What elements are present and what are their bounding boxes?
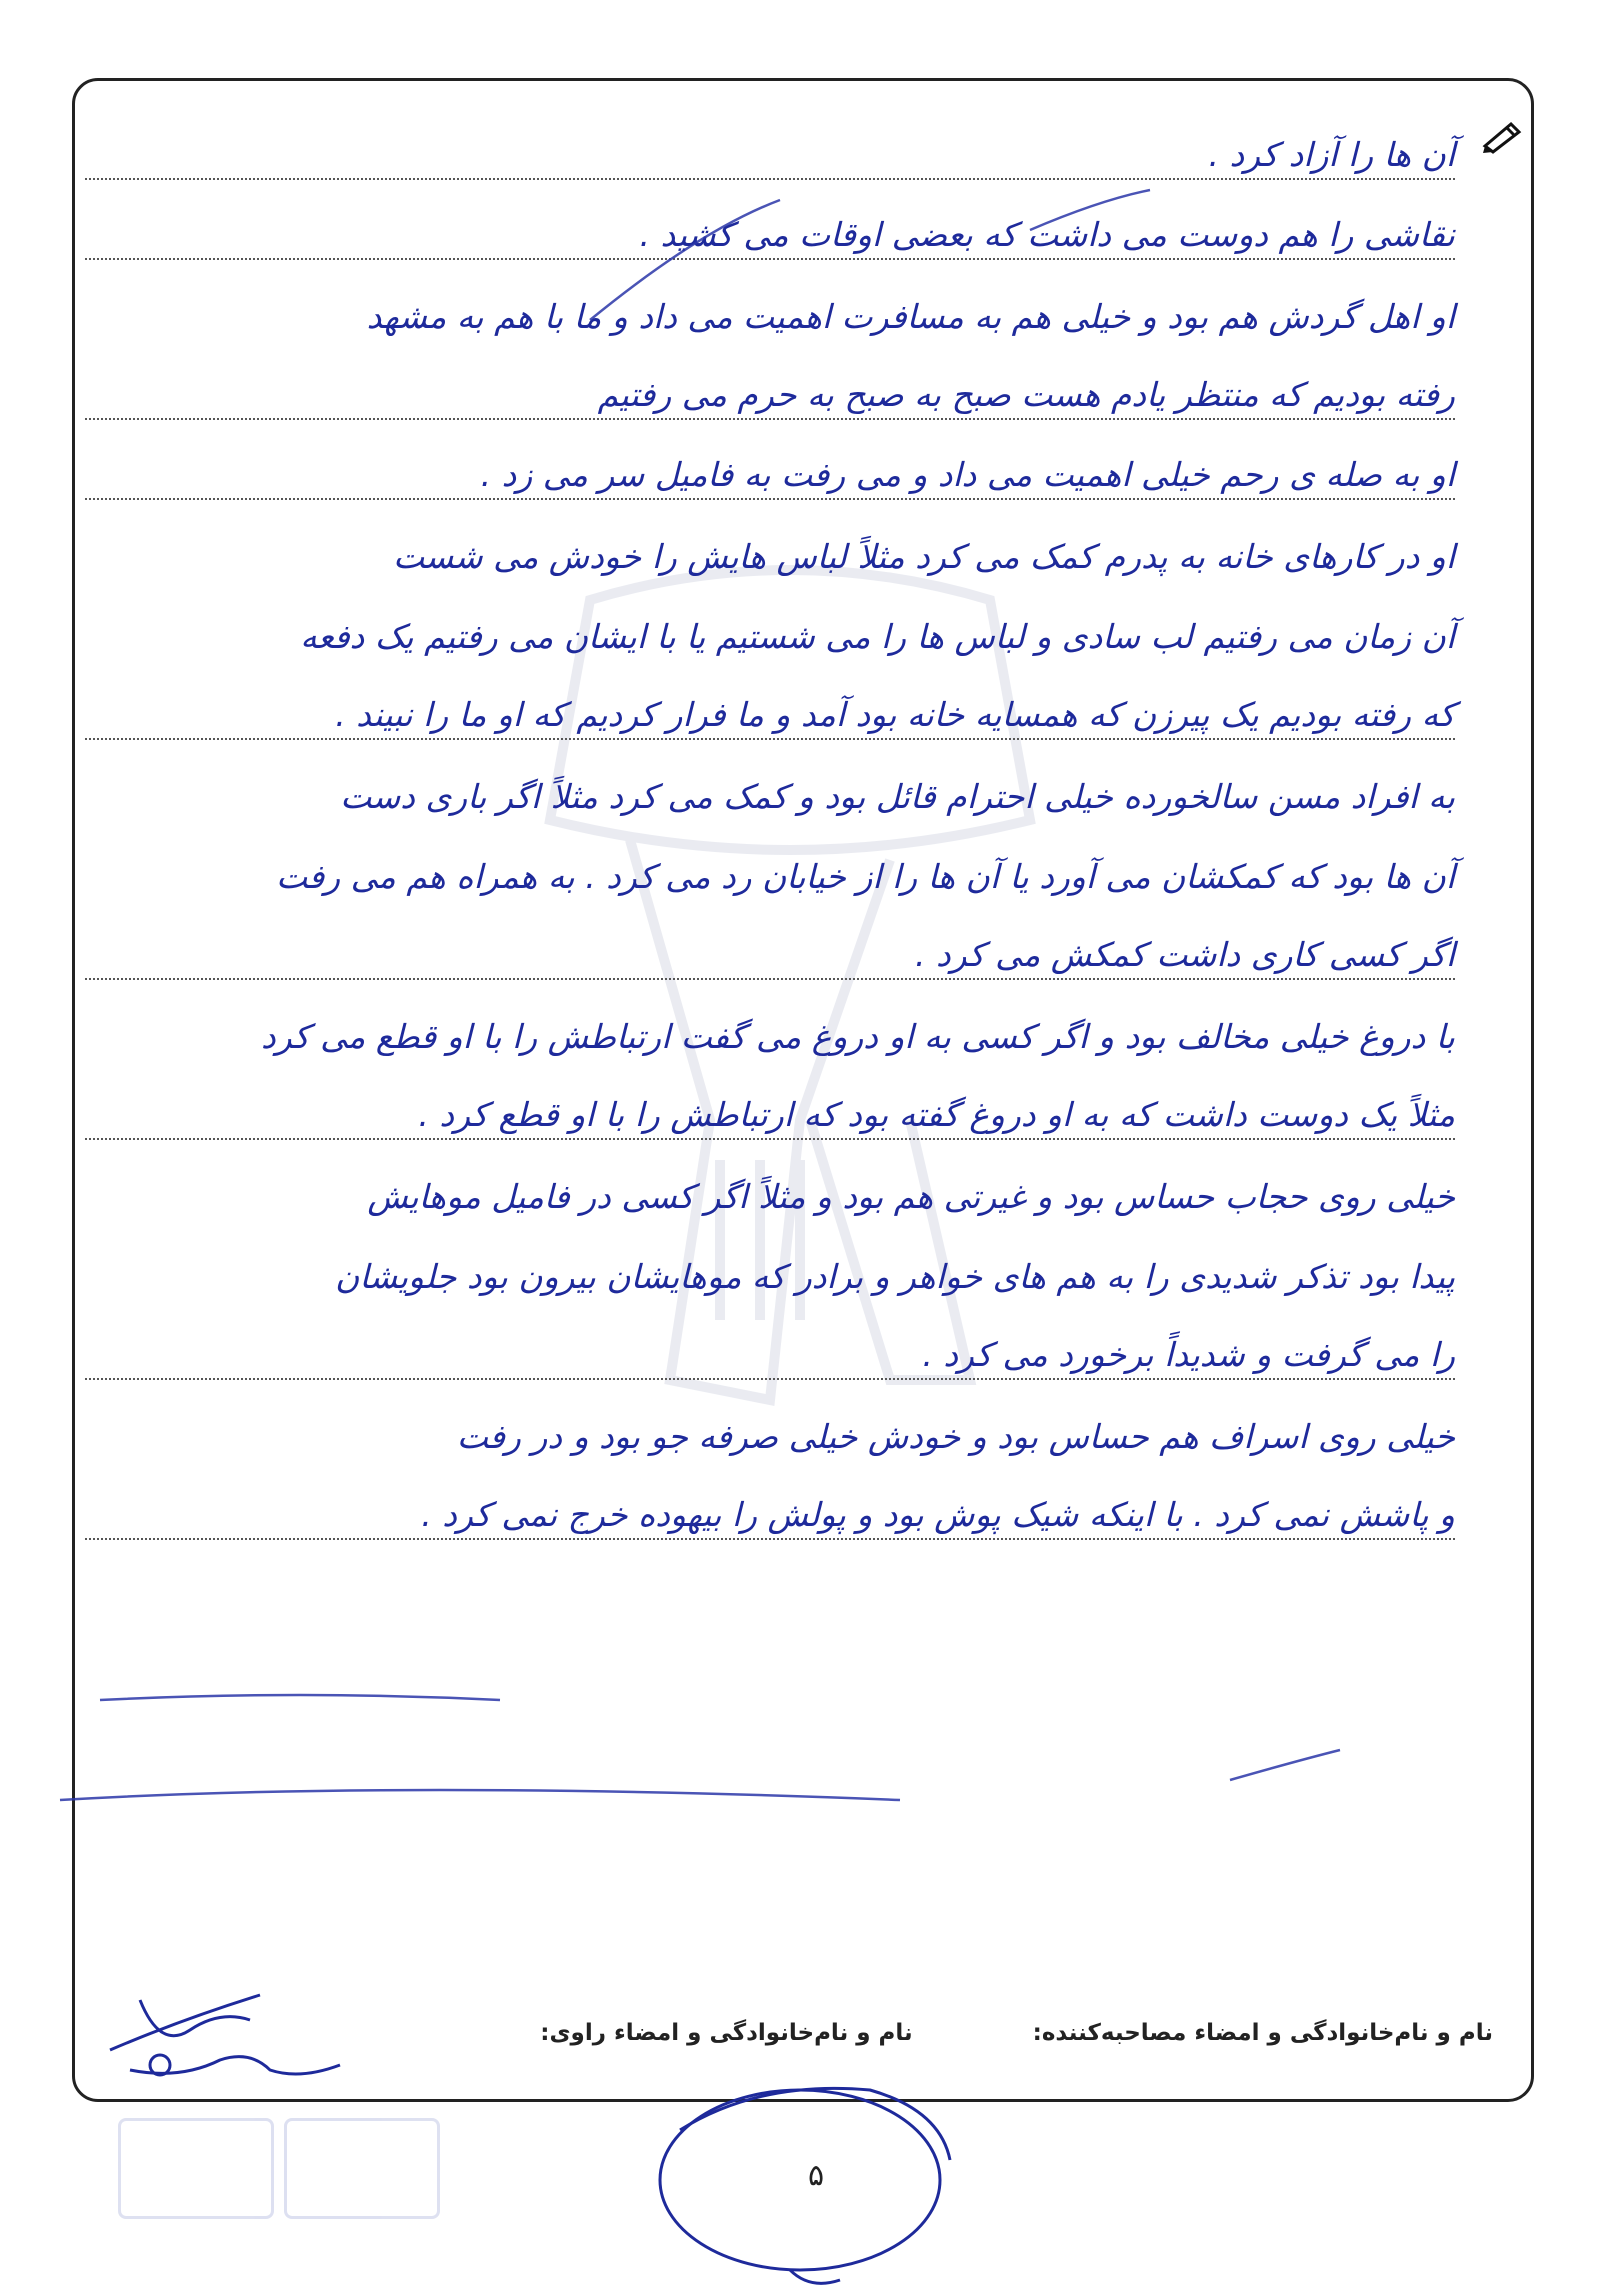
text-line: [85, 660, 1455, 740]
line-text: که رفته بودیم یک پیرزن که همسایه خانه بود آمد و ما فرار کردیم که او ما را نبیند .: [335, 695, 1455, 734]
line-text: آن ها بود که کمکشان می آورد یا آن ها را از خیابان رد می کرد . به همراه هم می رفت: [276, 857, 1455, 896]
faded-stamps: [118, 2118, 440, 2219]
text-line: [85, 100, 1455, 180]
text-line: [85, 820, 1455, 900]
line-text: آن ها را آزاد کرد .: [1208, 135, 1455, 174]
text-line: [85, 420, 1455, 500]
text-line: [85, 1140, 1455, 1220]
interviewer-signature: [640, 2070, 970, 2290]
narrator-signature-label: نام و نام‌خانوادگی و امضاء راوی:: [540, 2020, 913, 2046]
text-line: [85, 1060, 1455, 1140]
text-line: [85, 340, 1455, 420]
line-text: او اهل گردش هم بود و خیلی هم به مسافرت اهمیت می داد و ما با هم به مشهد: [366, 297, 1455, 336]
line-text: پیدا بود تذکر شدیدی را به هم های خواهر و برادر که موهایشان بیرون بود جلویشان: [335, 1257, 1455, 1296]
text-line: [85, 740, 1455, 820]
text-line: [85, 1460, 1455, 1540]
text-line: [85, 260, 1455, 340]
page-number: ۵: [808, 2158, 825, 2193]
handwritten-lines: [85, 100, 1455, 1540]
text-line: [85, 500, 1455, 580]
line-text: مثلاً یک دوست داشت که به او دروغ گفته بود که ارتباطش را با او قطع کرد .: [418, 1095, 1455, 1134]
line-text: اگر کسی کاری داشت کمکش می کرد .: [915, 935, 1455, 974]
line-text: با دروغ خیلی مخالف بود و اگر کسی به او دروغ می گفت ارتباطش را با او قطع می کرد: [261, 1017, 1455, 1056]
interviewer-signature-label: نام و نام‌خانوادگی و امضاء مصاحبه‌کننده:: [1032, 2020, 1493, 2046]
narrator-signature: [100, 1980, 360, 2090]
text-line: [85, 580, 1455, 660]
line-text: خیلی روی حجاب حساس بود و غیرتی هم بود و مثلاً اگر کسی در فامیل موهایش: [367, 1177, 1455, 1216]
text-line: [85, 980, 1455, 1060]
line-text: او به صله ی رحم خیلی اهمیت می داد و می رفت به فامیل سر می زد .: [480, 455, 1455, 494]
line-text: خیلی روی اسراف هم حساس بود و خودش خیلی صرفه جو بود و در رفت: [456, 1417, 1455, 1456]
line-text: و پاشش نمی کرد . با اینکه شیک پوش بود و پولش را بیهوده خرج نمی کرد .: [421, 1495, 1455, 1534]
line-text: نقاشی را هم دوست می داشت که بعضی اوقات می کشید .: [639, 215, 1455, 254]
line-text: به افراد مسن سالخورده خیلی احترام قائل بود و کمک می کرد مثلاً اگر باری دست: [340, 777, 1455, 816]
text-line: [85, 1300, 1455, 1380]
line-text: او در کارهای خانه به پدرم کمک می کرد مثلاً لباس هایش را خودش می شست: [393, 537, 1455, 576]
line-text: رفته بودیم که منتظر یادم هست صبح به صبح به حرم می رفتیم: [597, 375, 1455, 414]
text-line: [85, 900, 1455, 980]
signature-labels: [540, 2020, 1493, 2046]
line-text: را می گرفت و شدیداً برخورد می کرد .: [922, 1335, 1455, 1374]
pencil-icon: [1481, 120, 1523, 154]
line-text: آن زمان می رفتیم لب سادی و لباس ها را می شستیم یا با ایشان می رفتیم یک دفعه: [300, 617, 1455, 656]
text-line: [85, 1220, 1455, 1300]
text-line: [85, 1380, 1455, 1460]
stamp: [284, 2118, 440, 2219]
stamp: [118, 2118, 274, 2219]
text-line: [85, 180, 1455, 260]
